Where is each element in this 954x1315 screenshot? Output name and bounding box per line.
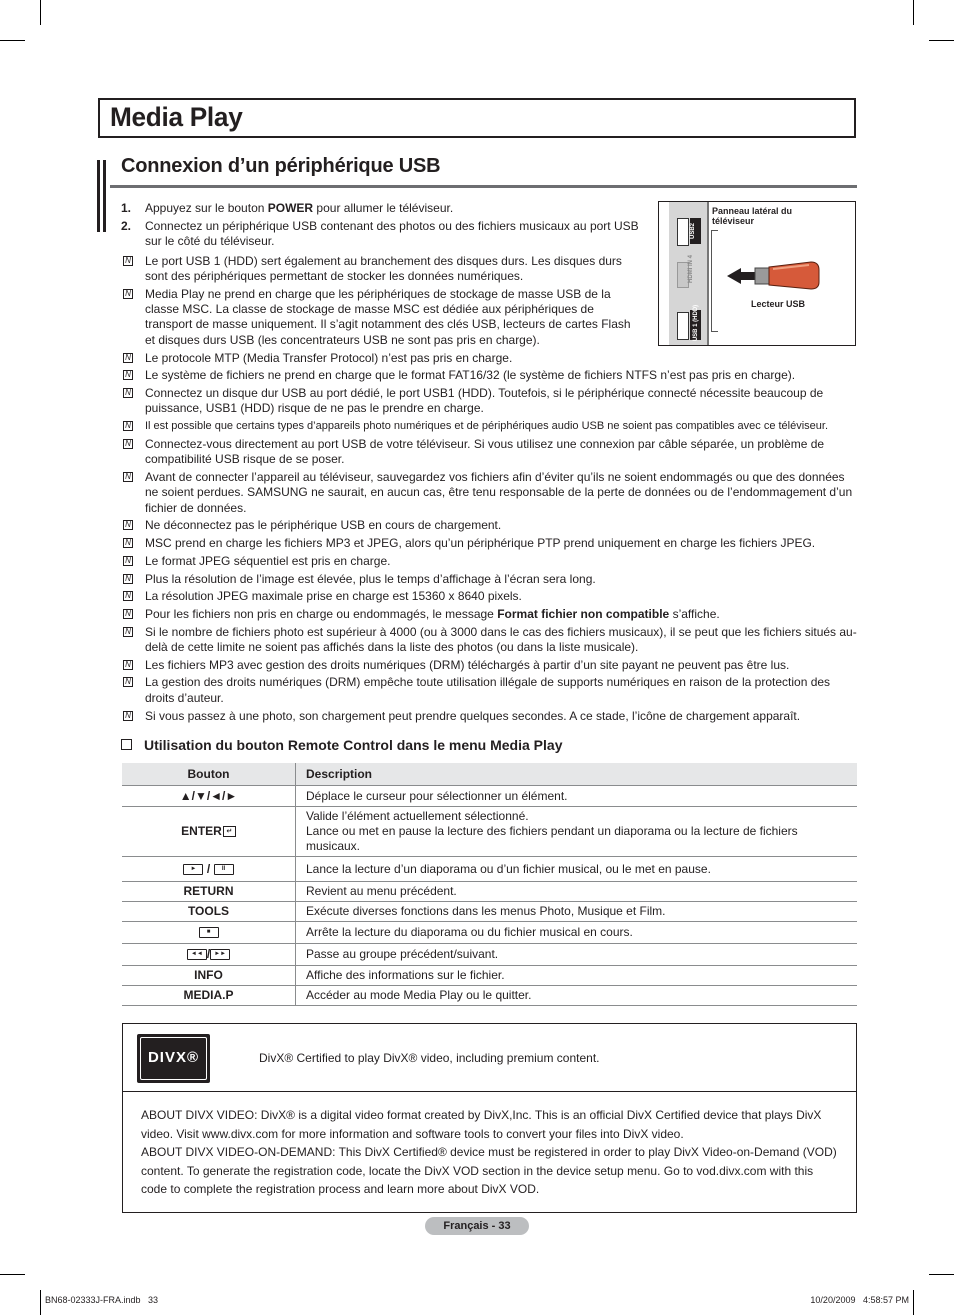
button-cell: MEDIA.P	[122, 986, 296, 1006]
table-header: Bouton	[122, 763, 296, 786]
note-text: Le port USB 1 (HDD) sert également au branchement des disques durs. Les disques durs sont des périphériques permettant de stocker les données numériques.	[145, 253, 622, 283]
crop-mark	[913, 0, 914, 25]
stop-icon: ■	[199, 927, 219, 938]
page-number-pill: Français - 33	[425, 1217, 529, 1235]
note-text: Le format JPEG séquentiel est pris en charge.	[145, 553, 391, 568]
button-cell: ▲/▼/◄/►	[122, 786, 296, 807]
note-item	[121, 554, 861, 569]
divx-logo	[137, 1034, 210, 1083]
section-rule	[110, 185, 857, 188]
divx-logo-text: DIVX®	[147, 1049, 200, 1066]
note-icon: N	[123, 711, 133, 721]
note-item	[121, 518, 861, 533]
enter-icon: ↵	[223, 826, 236, 837]
desc-cell: Arrête la lecture du diaporama ou du fichier musical en cours.	[296, 922, 858, 944]
footer-date: 10/20/2009 4:58:57 PM	[810, 1295, 909, 1305]
step-item	[121, 201, 640, 216]
pause-icon: II	[214, 864, 234, 875]
note-bold: Format fichier non compatible	[497, 606, 670, 621]
usb1-label: USB 1 (HDD)	[693, 304, 700, 342]
note-icon: N	[123, 421, 133, 431]
note-item	[121, 386, 861, 417]
note-text: Le système de fichiers ne prend en charge que le format FAT16/32 (le système de fichiers NTFS n’est pas pris en charge).	[145, 368, 796, 383]
note-icon: N	[123, 439, 133, 449]
hdmi-label: HDMI IN 4	[688, 254, 695, 284]
table-header-row	[122, 763, 857, 786]
button-cell	[122, 922, 296, 944]
section-bar	[97, 160, 100, 232]
step-text: Connectez un périphérique USB contenant des photos ou des fichiers musicaux au port USB sur le côté du téléviseur.	[145, 218, 639, 249]
note-item	[121, 351, 861, 366]
note-icon: N	[123, 660, 133, 670]
note-item	[121, 536, 861, 551]
note-icon: N	[123, 574, 133, 584]
desc-cell: Lance la lecture d’un diaporama ou d’un fichier musical, ou le met en pause.	[296, 857, 858, 882]
panel-label: Panneau latéral du téléviseur	[712, 206, 793, 226]
note-icon: N	[123, 353, 133, 363]
desc-cell: Valide l’élément actuellement sélectionné. Lance ou met en pause la lecture des fichiers pendant un diaporama ou la lecture de fichiers musicaux.	[296, 807, 858, 857]
note-item	[121, 470, 861, 516]
crop-mark	[929, 40, 954, 41]
note-text: Si le nombre de fichiers photo est supérieur à 4000 (ou à 3000 dans le cas des fichiers musicaux), il se peut que les fichiers situés au-delà de cette limite ne soient pas affichés dans la liste des photos (ou dans la liste musicale).	[145, 624, 857, 655]
desc-cell: Affiche des informations sur le fichier.	[296, 966, 858, 986]
step-number: 1.	[121, 201, 132, 215]
table-row	[122, 882, 857, 902]
subsection-title: Utilisation du bouton Remote Control dans le menu Media Play	[144, 737, 563, 753]
table-row	[122, 922, 857, 944]
crop-mark	[40, 1290, 41, 1315]
table-row	[122, 857, 857, 882]
divx-certified-text: DivX® Certified to play DivX® video, including premium content.	[259, 1051, 600, 1065]
desc-cell: Exécute diverses fonctions dans les menus Photo, Musique et Film.	[296, 902, 858, 922]
table-row	[122, 786, 857, 807]
note-text: Connectez-vous directement au port USB de votre téléviseur. Si vous utilisez une connexion par câble séparée, un problème de compatibilité USB risque de se poser.	[145, 436, 825, 467]
desc-cell: Passe au groupe précédent/suivant.	[296, 944, 858, 966]
rewind-icon: ◄◄	[187, 949, 207, 960]
note-text: La résolution JPEG maximale prise en charge est 15360 x 8640 pixels.	[145, 589, 522, 604]
note-text: Les fichiers MP3 avec gestion des droits numériques (DRM) téléchargés à partir d’un site payant ne peuvent pas être lus.	[145, 657, 790, 672]
note-item	[121, 589, 861, 604]
note-icon: N	[123, 609, 133, 619]
button-cell: TOOLS	[122, 902, 296, 922]
device-label: Lecteur USB	[751, 299, 806, 309]
divx-about-video: ABOUT DIVX VIDEO: DivX® is a digital video format created by DivX,Inc. This is an official DivX Certified device that plays DivX video. Visit www.divx.com for more information and software tools to convert your files into DivX video.	[141, 1108, 822, 1141]
table-header: Description	[296, 763, 858, 786]
note-text: Pour les fichiers non pris en charge ou endommagés, le message	[145, 606, 498, 621]
crop-mark	[40, 0, 41, 25]
crop-mark	[913, 1290, 914, 1315]
usb2-label: USB2	[690, 222, 697, 240]
note-item	[121, 254, 640, 285]
play-icon: ►	[183, 864, 203, 875]
step-text: Appuyez sur le bouton	[145, 201, 268, 215]
note-text: MSC prend en charge les fichiers MP3 et JPEG, alors qu’un périphérique PTP prend uniquement en charge les fichiers JPEG.	[145, 536, 816, 551]
crop-mark	[0, 40, 25, 41]
note-icon: N	[123, 520, 133, 530]
divx-about	[141, 1106, 841, 1199]
note-item	[121, 287, 640, 349]
desc-cell: Déplace le curseur pour sélectionner un élément.	[296, 786, 858, 807]
crop-mark	[929, 1274, 954, 1275]
note-icon: N	[123, 388, 133, 398]
note-item	[121, 607, 861, 622]
note-icon: N	[123, 538, 133, 548]
checkbox-square-icon	[121, 739, 132, 750]
crop-mark	[0, 1274, 25, 1275]
table-row	[122, 807, 857, 857]
note-text: Connectez un disque dur USB au port dédié, le port USB1 (HDD). Toutefois, si le périphérique connecté nécessite beaucoup de puissance, USB1 (HDD) risque de ne pas le prendre en charge.	[145, 385, 824, 416]
note-item	[121, 675, 861, 706]
note-item	[121, 572, 861, 587]
step-bold: POWER	[267, 201, 314, 215]
note-item	[121, 658, 861, 673]
remote-control-table	[122, 763, 857, 1006]
note-text: Avant de connecter l’appareil au téléviseur, sauvegardez vos fichiers afin d’éviter qu’ils ne soient endommagés ou que des données ne soient perdues. SAMSUNG ne saurait, en aucun cas, être tenu responsable de la perte de données ou de l’endommagement d’un fichier de données.	[145, 469, 853, 515]
note-icon: N	[123, 677, 133, 687]
footer-file: BN68-02333J-FRA.indb 33	[45, 1295, 159, 1305]
note-text: Si vous passez à une photo, son chargement peut prendre quelques secondes. A ce stade, l’icône de chargement apparaît.	[145, 708, 801, 723]
table-row	[122, 944, 857, 966]
note-item	[121, 368, 861, 383]
instructions-list	[121, 201, 861, 726]
note-text: s’affiche.	[669, 606, 720, 621]
button-cell: ► / II	[122, 857, 296, 882]
note-text: Plus la résolution de l’image est élevée, plus le temps d’affichage à l’écran sera long.	[145, 571, 596, 586]
button-cell: INFO	[122, 966, 296, 986]
divx-about-vod: ABOUT DIVX VIDEO-ON-DEMAND: This DivX Certified® device must be registered in order to play DivX Video-on-Demand (VOD) content. To generate the registration code, locate the DivX VOD section in the device setup menu. Go to vod.divx.com with this code to complete the registration process and learn more about DivX VOD.	[141, 1145, 837, 1197]
desc-cell: Revient au menu précédent.	[296, 882, 858, 902]
section-title: Connexion d’un périphérique USB	[121, 155, 441, 177]
divider	[123, 1091, 856, 1092]
table-row	[122, 986, 857, 1006]
section-bar	[103, 160, 106, 232]
step-item	[121, 219, 640, 250]
step-number: 2.	[121, 218, 132, 233]
note-item	[121, 419, 861, 434]
table-row	[122, 902, 857, 922]
button-cell	[122, 807, 296, 857]
page-title-box	[98, 98, 856, 138]
note-icon: N	[123, 591, 133, 601]
note-icon: N	[123, 256, 133, 266]
button-cell: RETURN	[122, 882, 296, 902]
page-title: Media Play	[110, 102, 243, 132]
divx-info-box	[122, 1023, 857, 1213]
note-item	[121, 625, 861, 656]
note-item	[121, 437, 861, 468]
note-item	[121, 709, 861, 724]
note-icon: N	[123, 370, 133, 380]
note-icon: N	[123, 556, 133, 566]
note-icon: N	[123, 627, 133, 637]
note-icon: N	[123, 289, 133, 299]
note-text: Le protocole MTP (Media Transfer Protocol) n’est pas pris en charge.	[145, 350, 513, 365]
enter-label: ENTER	[181, 824, 222, 838]
button-cell: ◄◄ / ►►	[122, 944, 296, 966]
step-text: pour allumer le téléviseur.	[313, 201, 454, 215]
note-icon: N	[123, 472, 133, 482]
note-text: Il est possible que certains types d’appareils photo numériques et de périphériques audio USB ne soient pas compatibles avec ce téléviseur.	[145, 420, 829, 433]
fast-forward-icon: ►►	[210, 949, 230, 960]
desc-cell: Accéder au mode Media Play ou le quitter.	[296, 986, 858, 1006]
note-text: Media Play ne prend en charge que les périphériques de stockage de masse USB de la classe MSC. La classe de stockage de masse MSC est dédiée aux périphériques de transport de masse uniquement. Il s’agit notamment des clés USB, lecteurs de cartes Flash et disques durs USB (les concentrateurs USB ne sont pas pris en charge).	[145, 286, 631, 347]
note-text: La gestion des droits numériques (DRM) empêche toute utilisation illégale de supports numériques en raison de la protection des droits d’auteur.	[145, 675, 831, 705]
note-text: Ne déconnectez pas le périphérique USB en cours de chargement.	[145, 518, 502, 533]
table-row	[122, 966, 857, 986]
subsection-heading	[121, 737, 562, 753]
